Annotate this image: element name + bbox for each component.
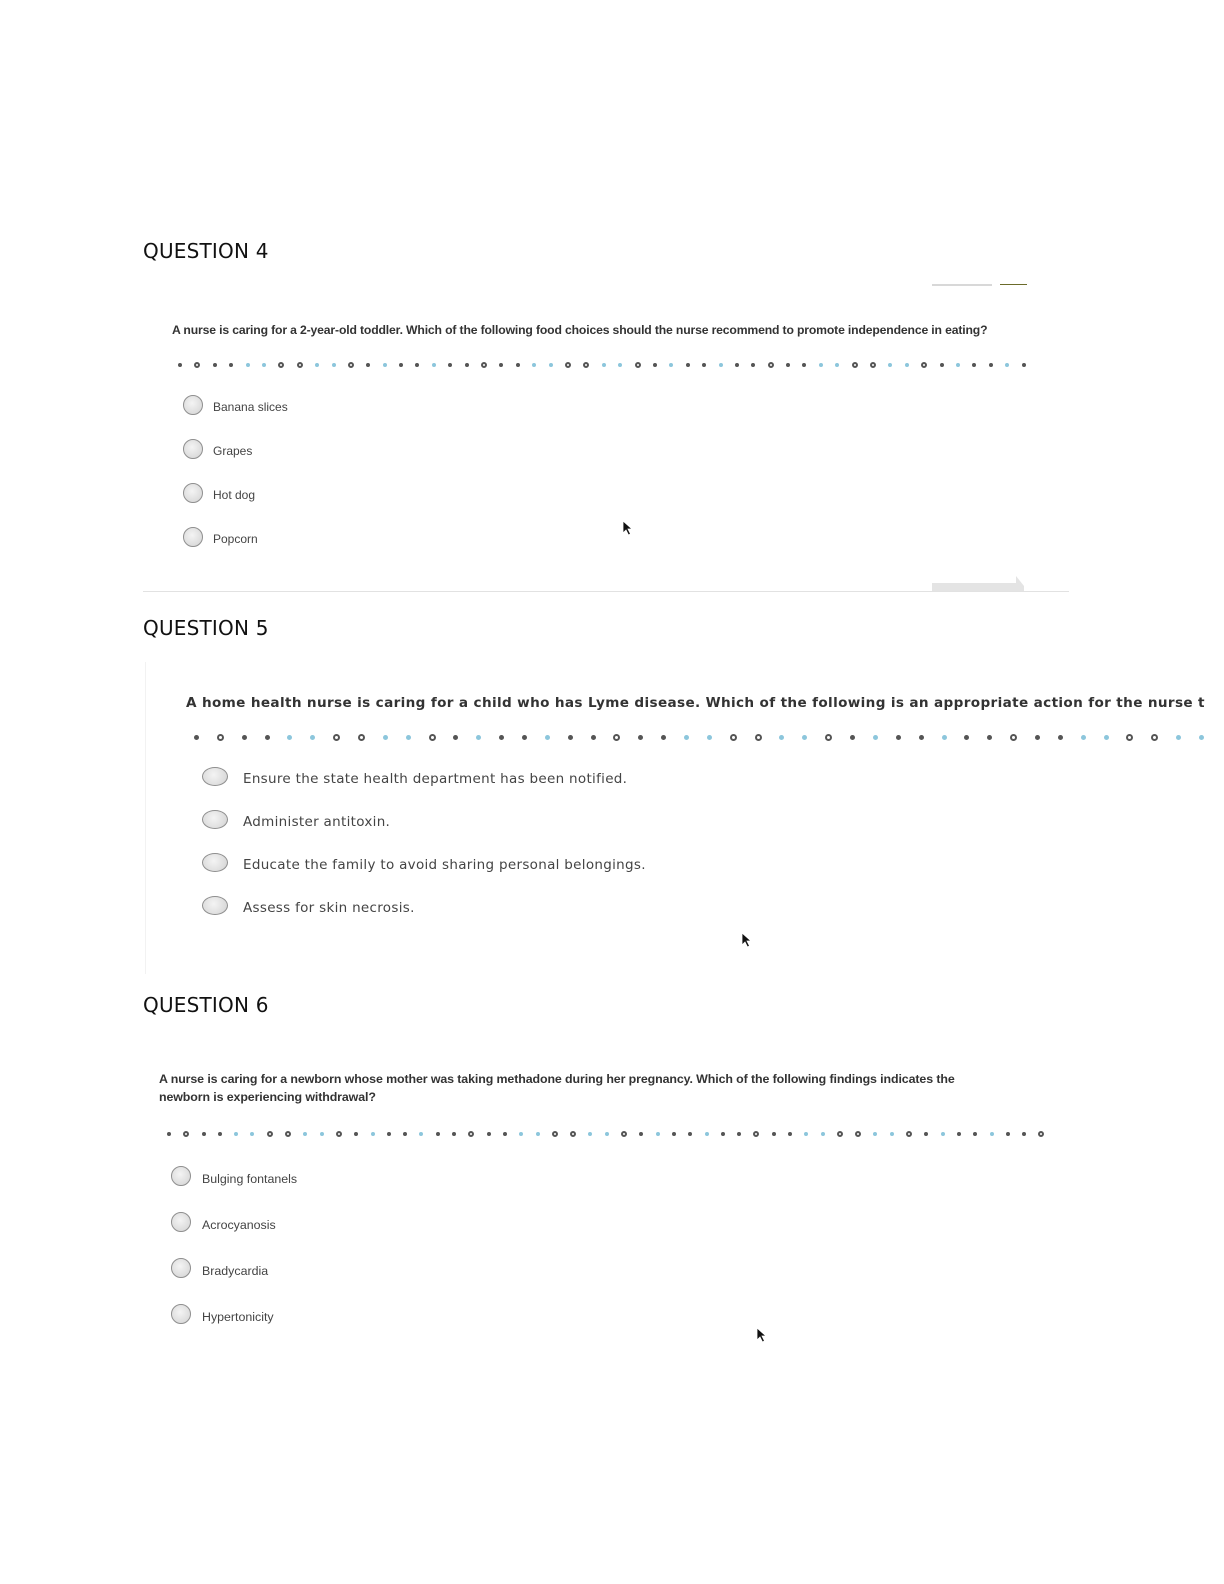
radio-button-icon[interactable] xyxy=(202,767,228,786)
separator-dot xyxy=(588,1132,592,1136)
separator-dot xyxy=(873,735,878,740)
answer-option[interactable] xyxy=(202,852,646,873)
option-label: Educate the family to avoid sharing personal belongings. xyxy=(243,857,646,873)
answer-option[interactable] xyxy=(183,527,258,547)
separator-dot xyxy=(956,363,960,367)
separator-dot xyxy=(536,1132,540,1136)
separator-dot xyxy=(303,1132,307,1136)
separator-dot xyxy=(406,735,411,740)
separator-dot xyxy=(383,363,387,367)
separator-dot xyxy=(516,363,520,367)
separator-dot xyxy=(972,363,976,367)
separator-dot xyxy=(940,363,944,367)
separator-dot xyxy=(583,362,589,368)
separator-dot xyxy=(285,1131,291,1137)
separator-dot xyxy=(320,1132,324,1136)
radio-button-icon[interactable] xyxy=(202,853,228,872)
option-label: Grapes xyxy=(213,444,253,458)
separator-dot xyxy=(262,363,266,367)
radio-button-icon[interactable] xyxy=(171,1304,191,1324)
separator-dot xyxy=(850,735,855,740)
separator-dot xyxy=(802,735,807,740)
separator-dot xyxy=(336,1131,342,1137)
separator-dot xyxy=(835,363,839,367)
separator-dot xyxy=(755,734,762,741)
question-6-text: A nurse is caring for a newborn whose mother was taking methadone during her pregnancy. Which of the following findings indicates the xyxy=(159,1072,955,1086)
option-label: Bulging fontanels xyxy=(202,1171,298,1186)
separator-dot xyxy=(242,735,247,740)
answer-option[interactable] xyxy=(171,1212,276,1232)
separator-dot xyxy=(852,362,858,368)
separator-dot xyxy=(656,1132,660,1136)
separator-dot xyxy=(613,734,620,741)
decorative-bar xyxy=(932,284,992,286)
answer-option[interactable] xyxy=(183,483,255,503)
separator-dot xyxy=(1199,735,1204,740)
separator-dot xyxy=(987,735,992,740)
separator-dot xyxy=(1035,735,1040,740)
separator-dot xyxy=(686,363,690,367)
separator-dot xyxy=(989,363,993,367)
separator-dot xyxy=(688,1132,692,1136)
separator-dot xyxy=(788,1132,792,1136)
separator-dot xyxy=(591,735,596,740)
separator-dot xyxy=(332,363,336,367)
separator-dot xyxy=(821,1132,825,1136)
separator-dot xyxy=(804,1132,808,1136)
separator-dot xyxy=(570,1131,576,1137)
option-label: Popcorn xyxy=(213,532,258,546)
option-label: Bradycardia xyxy=(202,1263,269,1278)
separator-dot xyxy=(906,1131,912,1137)
separator-dot xyxy=(229,363,233,367)
separator-dot xyxy=(941,1132,945,1136)
separator-dot xyxy=(487,1132,491,1136)
answer-option[interactable] xyxy=(171,1304,274,1324)
question-5-panel xyxy=(145,662,1224,974)
separator-dot xyxy=(669,363,673,367)
question-4-text: A nurse is caring for a 2-year-old toddler. Which of the following food choices should the nurse recommend to promote independence in eating? xyxy=(172,323,988,337)
separator-dot xyxy=(218,1132,222,1136)
separator-dot xyxy=(499,363,503,367)
separator-dot xyxy=(1038,1131,1044,1137)
separator-dot xyxy=(448,363,452,367)
separator-dot xyxy=(837,1131,843,1137)
separator-dot xyxy=(635,362,641,368)
separator-dot xyxy=(552,1131,558,1137)
option-label: Hot dog xyxy=(213,488,256,502)
separator-dot xyxy=(1126,734,1133,741)
option-label: Ensure the state health department has been notified. xyxy=(243,771,628,787)
decorative-bar xyxy=(1000,284,1027,285)
separator-dot xyxy=(870,362,876,368)
answer-option[interactable] xyxy=(171,1166,297,1186)
separator-dot xyxy=(707,735,712,740)
separator-dot xyxy=(905,363,909,367)
separator-dot xyxy=(287,735,292,740)
separator-dot xyxy=(802,363,806,367)
separator-dot xyxy=(819,363,823,367)
separator-dot xyxy=(387,1132,391,1136)
question-6-panel xyxy=(159,1066,1059,1336)
separator-dot xyxy=(639,1132,643,1136)
answer-option[interactable] xyxy=(202,766,627,787)
progress-dots xyxy=(194,734,1204,741)
separator-dot xyxy=(942,735,947,740)
separator-dot xyxy=(825,734,832,741)
separator-dot xyxy=(481,362,487,368)
separator-dot xyxy=(549,363,553,367)
radio-button-icon[interactable] xyxy=(183,527,203,547)
separator-dot xyxy=(751,363,755,367)
question-5-heading: QUESTION 5 xyxy=(143,616,269,640)
separator-dot xyxy=(735,363,739,367)
option-label: Administer antitoxin. xyxy=(243,814,391,830)
separator-dot xyxy=(730,734,737,741)
separator-dot xyxy=(178,363,182,367)
separator-dot xyxy=(545,735,550,740)
radio-button-icon[interactable] xyxy=(183,395,203,415)
separator-dot xyxy=(705,1132,709,1136)
separator-dot xyxy=(358,734,365,741)
separator-dot xyxy=(194,735,199,740)
answer-option[interactable] xyxy=(202,895,415,916)
separator-dot xyxy=(565,362,571,368)
separator-dot xyxy=(602,363,606,367)
separator-dot xyxy=(532,363,536,367)
option-label: Assess for skin necrosis. xyxy=(243,900,415,916)
separator-dot xyxy=(452,1132,456,1136)
separator-dot xyxy=(772,1132,776,1136)
separator-dot xyxy=(990,1132,994,1136)
separator-dot xyxy=(415,363,419,367)
separator-dot xyxy=(768,362,774,368)
separator-dot xyxy=(702,363,706,367)
separator-dot xyxy=(267,1131,273,1137)
separator-dot xyxy=(1010,734,1017,741)
separator-dot xyxy=(522,735,527,740)
separator-dot xyxy=(432,363,436,367)
separator-dot xyxy=(605,1132,609,1136)
separator-dot xyxy=(194,362,200,368)
separator-dot xyxy=(684,735,689,740)
separator-dot xyxy=(719,363,723,367)
separator-dot xyxy=(1058,735,1063,740)
progress-dots xyxy=(167,1131,1045,1137)
separator-dot xyxy=(919,735,924,740)
separator-dot xyxy=(1022,363,1026,367)
separator-dot xyxy=(1005,363,1009,367)
separator-dot xyxy=(1081,735,1086,740)
separator-dot xyxy=(246,363,250,367)
separator-dot xyxy=(873,1132,877,1136)
question-4-heading: QUESTION 4 xyxy=(143,239,269,263)
separator-dot xyxy=(403,1132,407,1136)
separator-dot xyxy=(661,735,666,740)
separator-dot xyxy=(621,1131,627,1137)
radio-button-icon[interactable] xyxy=(202,896,228,915)
answer-option[interactable] xyxy=(183,395,288,415)
separator-dot xyxy=(519,1132,523,1136)
separator-dot xyxy=(1022,1132,1026,1136)
separator-dot xyxy=(419,1132,423,1136)
radio-button-icon[interactable] xyxy=(171,1166,191,1186)
separator-dot xyxy=(672,1132,676,1136)
progress-dots xyxy=(178,362,1026,368)
separator-dot xyxy=(855,1131,861,1137)
separator-dot xyxy=(250,1132,254,1136)
separator-dot xyxy=(333,734,340,741)
separator-dot xyxy=(383,735,388,740)
separator-dot xyxy=(371,1132,375,1136)
separator-dot xyxy=(167,1132,171,1136)
separator-dot xyxy=(278,362,284,368)
separator-dot xyxy=(453,735,458,740)
radio-button-icon[interactable] xyxy=(171,1212,191,1232)
separator-dot xyxy=(348,362,354,368)
separator-dot xyxy=(202,1132,206,1136)
radio-button-icon[interactable] xyxy=(202,810,228,829)
separator-dot xyxy=(779,735,784,740)
radio-button-icon[interactable] xyxy=(171,1258,191,1278)
question-5-text: A home health nurse is caring for a child who has Lyme disease. Which of the following is an appropriate action for the nurse t xyxy=(186,695,1205,711)
separator-dot xyxy=(924,1132,928,1136)
question-6-heading: QUESTION 6 xyxy=(143,993,269,1017)
radio-button-icon[interactable] xyxy=(183,439,203,459)
separator-dot xyxy=(465,363,469,367)
separator-dot xyxy=(1006,1132,1010,1136)
option-label: Acrocyanosis xyxy=(202,1217,276,1232)
separator-dot xyxy=(213,363,217,367)
separator-dot xyxy=(753,1131,759,1137)
arrow-shape-icon xyxy=(932,576,1024,592)
question-6-text: newborn is experiencing withdrawal? xyxy=(159,1090,376,1104)
separator-dot xyxy=(468,1131,474,1137)
separator-dot xyxy=(217,734,224,741)
separator-dot xyxy=(297,362,303,368)
separator-dot xyxy=(499,735,504,740)
separator-dot xyxy=(888,363,892,367)
separator-dot xyxy=(737,1132,741,1136)
separator-dot xyxy=(1104,735,1109,740)
radio-button-icon[interactable] xyxy=(183,483,203,503)
separator-dot xyxy=(890,1132,894,1136)
answer-option[interactable] xyxy=(202,809,390,830)
separator-dot xyxy=(399,363,403,367)
option-label: Hypertonicity xyxy=(202,1309,274,1324)
separator-dot xyxy=(476,735,481,740)
answer-option[interactable] xyxy=(183,439,252,459)
option-label: Banana slices xyxy=(213,400,288,414)
separator-dot xyxy=(366,363,370,367)
separator-dot xyxy=(921,362,927,368)
separator-dot xyxy=(964,735,969,740)
separator-dot xyxy=(1151,734,1158,741)
separator-dot xyxy=(618,363,622,367)
separator-dot xyxy=(183,1131,189,1137)
section-divider xyxy=(143,591,1069,592)
separator-dot xyxy=(973,1132,977,1136)
answer-option[interactable] xyxy=(171,1258,268,1278)
separator-dot xyxy=(721,1132,725,1136)
separator-dot xyxy=(310,735,315,740)
separator-dot xyxy=(568,735,573,740)
separator-dot xyxy=(957,1132,961,1136)
separator-dot xyxy=(638,735,643,740)
separator-dot xyxy=(503,1132,507,1136)
separator-dot xyxy=(1176,735,1181,740)
separator-dot xyxy=(265,735,270,740)
separator-dot xyxy=(315,363,319,367)
separator-dot xyxy=(354,1132,358,1136)
separator-dot xyxy=(653,363,657,367)
separator-dot xyxy=(786,363,790,367)
separator-dot xyxy=(896,735,901,740)
separator-dot xyxy=(234,1132,238,1136)
separator-dot xyxy=(436,1132,440,1136)
separator-dot xyxy=(429,734,436,741)
